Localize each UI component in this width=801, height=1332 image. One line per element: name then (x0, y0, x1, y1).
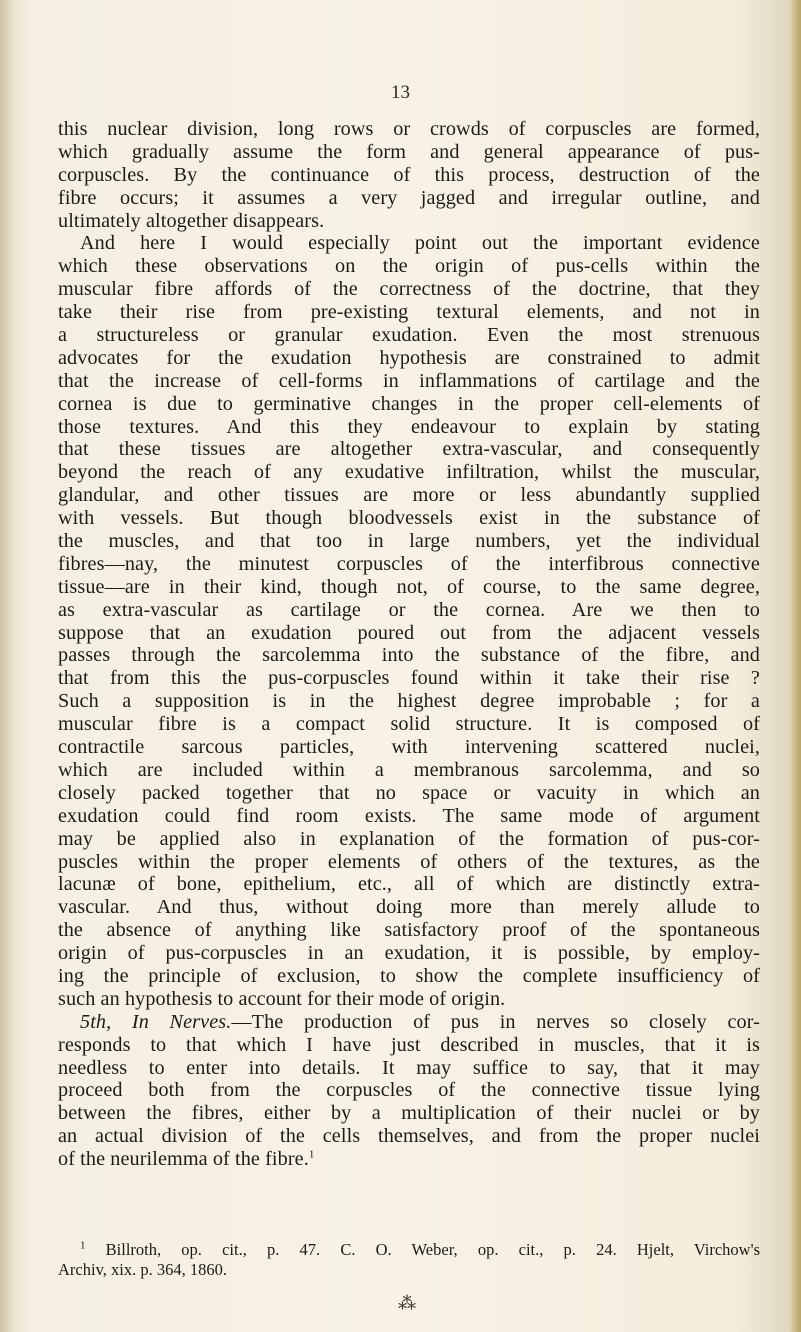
text-line: of the neurilemma of the fibre. (58, 1148, 309, 1171)
text-line: an actual division of the cells themselves, and from the proper nuclei (58, 1125, 760, 1148)
footnote-marker: 1 (80, 1239, 86, 1252)
text-line: advocates for the exudation hypothesis are constrained to admit (58, 346, 760, 369)
text-line: ultimately altogether disappears. (58, 209, 325, 232)
text-line: take their rise from pre-existing textural elements, and not in (58, 301, 760, 324)
text-line: a structureless or granular exudation. Even the most strenuous (58, 324, 760, 347)
text-line: which these observations on the origin of pus-cells within the (58, 255, 760, 278)
text-line: muscular fibre is a compact solid structure. It is composed of (58, 713, 760, 736)
text-line: may be applied also in explanation of the formation of pus-cor- (58, 827, 760, 850)
page-number: 13 (391, 82, 410, 103)
text-line: responds to that which I have just described in muscles, that it is (58, 1033, 760, 1056)
text-line: corpuscles. By the continuance of this process, destruction of the (58, 163, 760, 186)
text-line: fibre occurs; it assumes a very jagged and irregular outline, and (58, 186, 760, 209)
text-line: as extra-vascular as cartilage or the cornea. Are we then to (58, 598, 760, 621)
section-heading-line (58, 1011, 760, 1034)
text-line: contractile sarcous particles, with intervening scattered nuclei, (58, 736, 760, 759)
page-left-edge (0, 0, 14, 1332)
text-line: tissue—are in their kind, though not, of course, to the same degree, (58, 575, 760, 598)
text-line: muscular fibre affords of the correctness of the doctrine, that they (58, 278, 760, 301)
text-line: needless to enter into details. It may suffice to say, that it may (58, 1056, 760, 1079)
text-line: with vessels. But though bloodvessels exist in the substance of (58, 507, 760, 530)
footnote-line (58, 1240, 760, 1260)
footnote-text: Billroth, op. cit., p. 47. C. O. Weber, op. cit., p. 24. Hjelt, Virchow's (105, 1240, 760, 1259)
text-line: those textures. And this they endeavour to explain by stating (58, 415, 760, 438)
footnote-reference[interactable]: 1 (308, 1148, 315, 1161)
text-line: cornea is due to germinative changes in the proper cell-elements of (58, 392, 760, 415)
text-line: closely packed together that no space or vacuity in which an (58, 781, 760, 804)
text-line: ing the principle of exclusion, to show the complete insufficiency of (58, 964, 760, 987)
text-line: Such a supposition is in the highest degree improbable ; for a (58, 690, 760, 713)
text-line: beyond the reach of any exudative infiltration, whilst the muscular, (58, 461, 760, 484)
text-line: such an hypothesis to account for their mode of origin. (58, 987, 506, 1010)
text-line: fibres—nay, the minutest corpuscles of the interfibrous connective (58, 552, 760, 575)
text-line: exudation could find room exists. The same mode of argument (58, 804, 760, 827)
text-line: the absence of anything like satisfactory proof of the spontaneous (58, 919, 760, 942)
text-line: puscles within the proper elements of others of the textures, as the (58, 850, 760, 873)
text-line: this nuclear division, long rows or crowds of corpuscles are formed, (58, 118, 760, 140)
text-line: vascular. And thus, without doing more than merely allude to (58, 896, 760, 919)
section-last-line (58, 1148, 760, 1171)
signature-mark: ⁂ (398, 1293, 416, 1313)
text-line: lacunæ of bone, epithelium, etc., all of which are distinctly extra- (58, 873, 760, 896)
text-line: proceed both from the corpuscles of the connective tissue lying (58, 1079, 760, 1102)
text-line: which are included within a membranous sarcolemma, and so (58, 758, 760, 781)
text-line: origin of pus-corpuscles in an exudation, it is possible, by employ- (58, 942, 760, 965)
text-line: —The production of pus in nerves so closely cor- (231, 1010, 760, 1033)
text-line: And here I would especially point out the important evidence (80, 232, 760, 255)
text-line: glandular, and other tissues are more or less abundantly supplied (58, 484, 760, 507)
text-line: between the fibres, either by a multiplication of their nuclei or by (58, 1102, 760, 1125)
text-line: which gradually assume the form and general appearance of pus- (58, 140, 760, 163)
footnote (58, 1240, 760, 1280)
text-line: that these tissues are altogether extra-vascular, and consequently (58, 438, 760, 461)
section-title: In Nerves. (131, 1010, 232, 1033)
text-line: the muscles, and that too in large numbers, yet the individual (58, 530, 760, 553)
body-text (58, 118, 760, 1171)
text-line: suppose that an exudation poured out from the adjacent vessels (58, 621, 760, 644)
footnote-line: Archiv, xix. p. 364, 1860. (58, 1260, 227, 1279)
text-line: passes through the sarcolemma into the substance of the fibre, and (58, 644, 760, 667)
page-right-edge (789, 0, 801, 1332)
section-number: 5th, (80, 1010, 112, 1033)
text-line: that from this the pus-corpuscles found within it take their rise ? (58, 667, 760, 690)
text-line: that the increase of cell-forms in inflammations of cartilage and the (58, 369, 760, 392)
